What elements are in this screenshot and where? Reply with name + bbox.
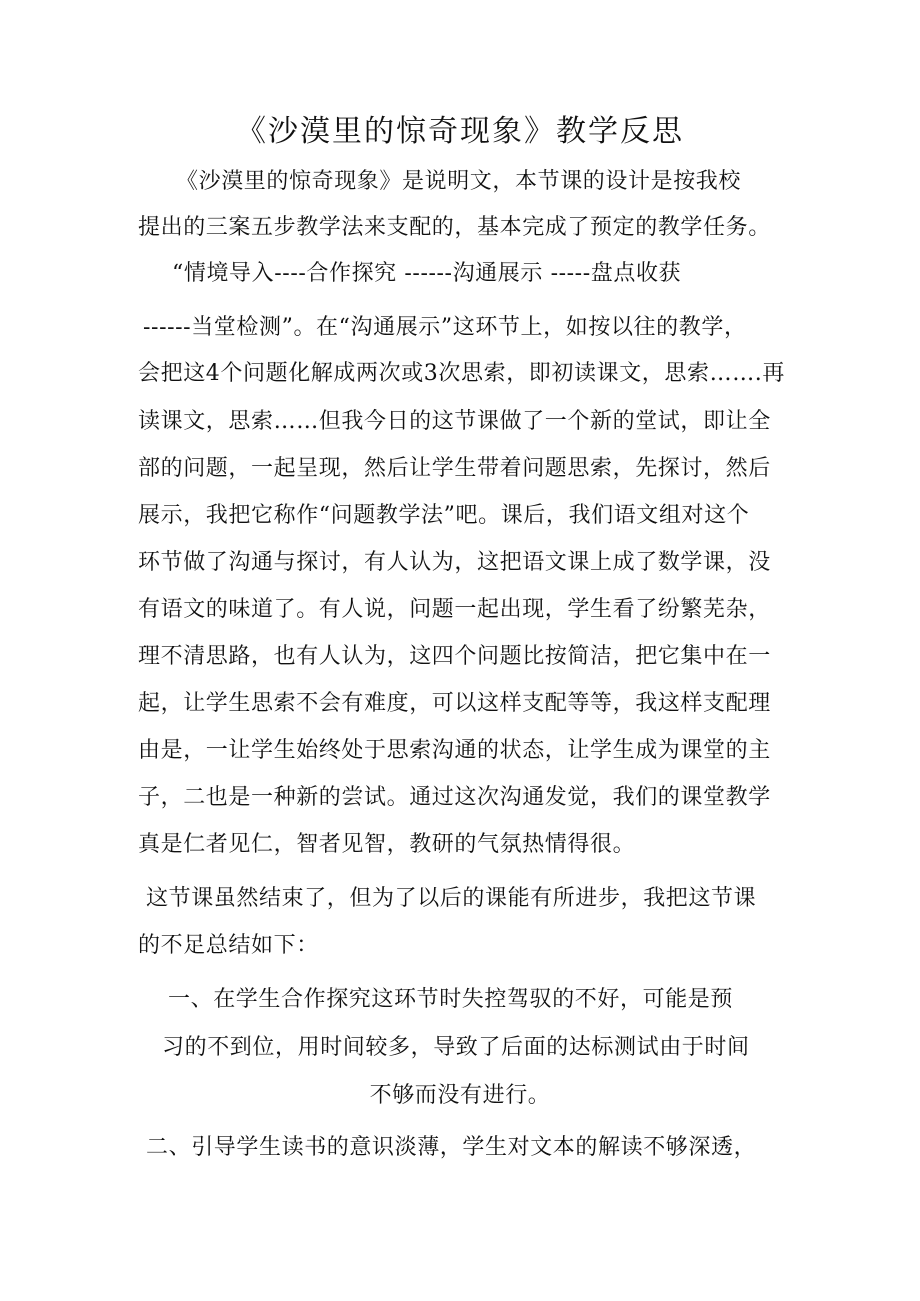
- list-item-line: 二、引导学生读书的意识淡薄，学生对文本的解读不够深透，: [146, 1135, 757, 1160]
- paragraph-line: 这节课虽然结束了，但为了以后的课能有所进步，我把这节课: [146, 886, 757, 911]
- paragraph-line: 展示，我把它称作“问题教学法”吧。课后，我们语文组对这个: [138, 503, 750, 528]
- paragraph-line: 的不足总结如下：: [138, 933, 319, 958]
- paragraph-line: 部的问题，一起呈现，然后让学生带着问题思索，先探讨，然后: [138, 456, 771, 481]
- paragraph-line: 理不清思路，也有人认为，这四个问题比按简洁，把它集中在一: [138, 644, 771, 669]
- paragraph-line: ------当堂检测”。在“沟通展示”这环节上，如按以往的教学，: [143, 315, 747, 340]
- paragraph-line: 读课文，思索……但我今日的这节课做了一个新的堂试，即让全: [138, 409, 771, 434]
- paragraph-line: 真是仁者见仁，智者见智，教研的气氛热情得很。: [138, 832, 636, 857]
- document-title: 《沙漠里的惊奇现象》教学反思: [236, 114, 684, 149]
- paragraph-line: 《沙漠里的惊奇现象》是说明文，本节课的设计是按我校: [176, 169, 742, 194]
- paragraph-line: 会把这4个问题化解成两次或3次思索，即初读课文，思索…….再: [138, 361, 785, 386]
- list-item-line: 习的不到位，用时间较多，导致了后面的达标测试由于时间: [162, 1035, 750, 1060]
- paragraph-line: 子，二也是一种新的尝试。通过这次沟通发觉，我们的课堂教学: [138, 785, 771, 810]
- paragraph-line: 起，让学生思索不会有难度，可以这样支配等等，我这样支配理: [138, 691, 771, 716]
- paragraph-line: 有语文的味道了。有人说，问题一起出现，学生看了纷繁芜杂，: [138, 597, 771, 622]
- paragraph-line: “情境导入----合作探究 ------沟通展示 -----盘点收获: [172, 261, 682, 286]
- list-item-line: 不够而没有进行。: [369, 1083, 551, 1108]
- paragraph-line: 提出的三案五步教学法来支配的，基本完成了预定的教学任务。: [138, 215, 771, 240]
- paragraph-line: 环节做了沟通与探讨，有人认为，这把语文课上成了数学课，没: [138, 550, 771, 575]
- paragraph-line: 由是，一让学生始终处于思索沟通的状态，让学生成为课堂的主: [138, 738, 771, 763]
- list-item-line: 一、在学生合作探究这环节时失控驾驭的不好，可能是预: [168, 987, 734, 1012]
